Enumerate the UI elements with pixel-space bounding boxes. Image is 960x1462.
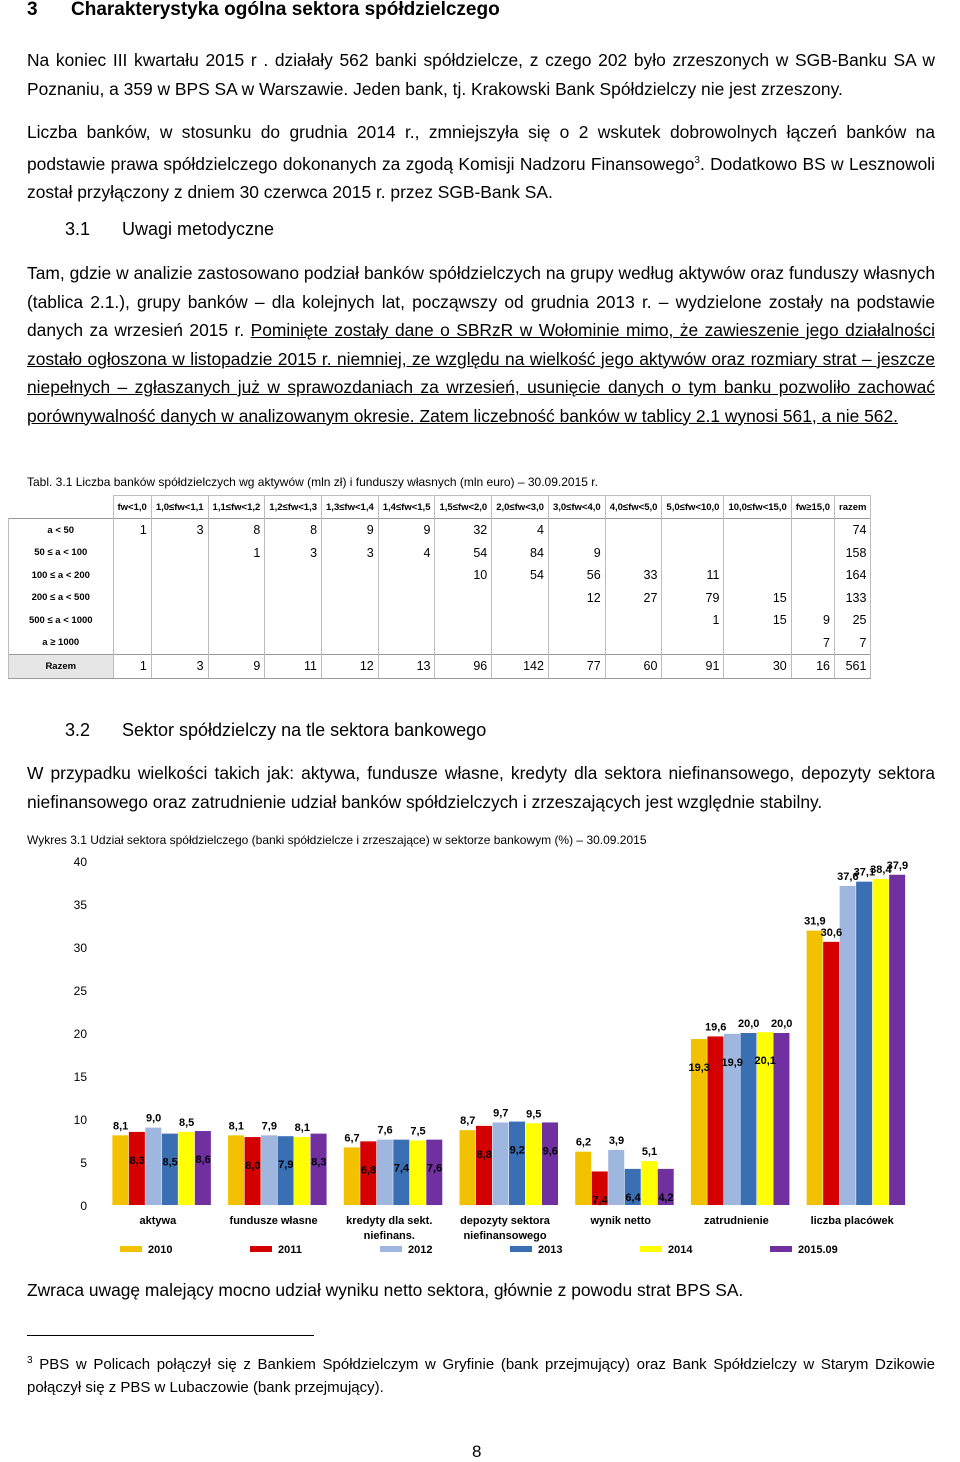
closing-sentence: Zwraca uwagę malejący mocno udział wyniku netto sektora, głównie z powodu strat BPS SA.	[27, 1280, 744, 1300]
table-cell	[208, 564, 265, 587]
table-cell	[113, 609, 151, 632]
data-label: 7,5	[410, 1125, 426, 1138]
table-cell: 561	[835, 655, 871, 679]
y-tick-label: 40	[73, 855, 87, 869]
table-cell	[791, 542, 834, 565]
bar-2014	[526, 1123, 542, 1205]
table-row	[9, 542, 871, 565]
x-category-label: kredyty dla sekt.	[346, 1215, 433, 1227]
table-cell	[208, 632, 265, 655]
data-label: 7,6	[377, 1124, 393, 1137]
x-category-label: aktywa	[139, 1215, 177, 1227]
legend-label: 2010	[148, 1244, 173, 1256]
y-tick-label: 15	[73, 1070, 87, 1084]
legend-swatch-2012	[380, 1246, 402, 1252]
page-number: 8	[472, 1442, 482, 1461]
table-cell: 25	[835, 609, 871, 632]
table-cell	[492, 609, 549, 632]
data-label: 37,9	[886, 859, 909, 872]
y-tick-label: 10	[73, 1113, 87, 1127]
table-cell	[605, 519, 662, 542]
table-cell	[113, 564, 151, 587]
table-cell	[265, 609, 322, 632]
table-cell: 3	[322, 542, 379, 565]
row-label: 100 ≤ a < 200	[9, 564, 114, 587]
data-label: 7,6	[426, 1162, 443, 1175]
table-cell: 1	[208, 542, 265, 565]
y-tick-label: 25	[73, 984, 87, 998]
intro-paragraph-2	[27, 118, 935, 206]
table-cell	[265, 564, 322, 587]
data-label: 9,6	[542, 1145, 558, 1158]
methodology-text: Tam, gdzie w analizie zastosowano podział banków spółdzielczych na grupy według aktywów oraz funduszy własnych (tablica 2.1.), grupy banków – dla kolejnych lat, począwszy od grudnia 2013 r. – wydzielone zostały na podstawie danych za wrzesień 2015 r.	[27, 263, 935, 340]
table-cell: 11	[265, 655, 322, 679]
sector-paragraph: W przypadku wielkości takich jak: aktywa, fundusze własne, kredyty dla sektora niefinansowego, depozyty sektora niefinansowego oraz zatrudnienie udział banków spółdzielczych i zrzeszających jest względnie stabilny.	[27, 763, 935, 812]
legend-label: 2011	[278, 1244, 302, 1256]
table-cell	[791, 519, 834, 542]
data-label: 19,6	[704, 1021, 727, 1034]
methodology-underlined-text: Pominięte zostały dane o SBRzR w Wołominie mimo, że zawieszenie jego działalności zostało ogłoszona w listopadzie 2015 r. niemniej, ze względu na wielkość jego aktywów oraz rozmiary strat – jeszcze niepełnych – zgłaszanych już w sprawozdaniach za wrzesień, usunięcie danych o tym banku pozwoliło zachować porównywalność danych w analizowanym okresie. Zatem liczebność banków w tablicy 2.1 wynosi 561, a nie 562.	[27, 320, 935, 426]
table-header: 1,2≤fw<1,3	[265, 496, 322, 519]
subsection-heading-3-1	[65, 219, 274, 240]
data-label: 8,3	[311, 1156, 327, 1169]
table-header: 1,0≤fw<1,1	[151, 496, 208, 519]
bar-2012	[493, 1122, 509, 1205]
legend-label: 2013	[538, 1244, 563, 1256]
data-label: 8,5	[178, 1116, 195, 1129]
table-cell	[151, 609, 208, 632]
data-label: 7,4	[592, 1194, 608, 1207]
table-row	[9, 564, 871, 587]
data-label: 30,6	[820, 926, 843, 939]
table-cell: 91	[662, 655, 724, 679]
table-cell	[113, 632, 151, 655]
table-row	[9, 519, 871, 542]
table-header: 10,0≤fw<15,0	[724, 496, 791, 519]
legend-swatch-2011	[250, 1246, 272, 1252]
table-cell	[548, 632, 605, 655]
table-cell	[605, 609, 662, 632]
table-cell	[322, 587, 379, 610]
table-cell	[151, 587, 208, 610]
row-label: Razem	[9, 655, 114, 679]
footnote	[27, 1349, 935, 1399]
subsection-title: Sektor spółdzielczy na tle sektora bankowego	[122, 720, 487, 740]
bar-2014	[641, 1161, 657, 1205]
table-cell	[435, 609, 492, 632]
table-cell	[322, 632, 379, 655]
row-label: 500 ≤ a < 1000	[9, 609, 114, 632]
data-label: 6,7	[344, 1132, 360, 1145]
table-cell: 11	[662, 564, 724, 587]
section-number: 3	[27, 0, 38, 20]
section-title: Charakterystyka ogólna sektora spółdzielczego	[71, 0, 500, 20]
data-label: 8,1	[228, 1120, 244, 1133]
data-label: 9,2	[509, 1144, 525, 1157]
legend-label: 2012	[408, 1244, 433, 1256]
table-cell	[322, 564, 379, 587]
table-header: 3,0≤fw<4,0	[548, 496, 605, 519]
table-cell: 9	[208, 655, 265, 679]
table-cell: 142	[492, 655, 549, 679]
table-cell: 54	[492, 564, 549, 587]
table-cell: 1	[113, 655, 151, 679]
table-cell	[548, 519, 605, 542]
intro-text-a: Liczba banków, w stosunku do grudnia 2014 r., zmniejszyła się o 2 wskutek dobrowolnych łączeń banków na podstawie prawa spółdzielczego dokonanych za zgodą Komisji Nadzoru Finansowego	[27, 122, 935, 174]
bar-2014	[178, 1132, 194, 1205]
x-category-label: depozyty sektora	[460, 1215, 550, 1227]
table-cell: 56	[548, 564, 605, 587]
table-cell: 164	[835, 564, 871, 587]
table-cell: 7	[791, 632, 834, 655]
table-cell: 60	[605, 655, 662, 679]
data-label: 31,9	[804, 915, 826, 928]
table-header: 4,0≤fw<5,0	[605, 496, 662, 519]
legend-swatch-2015.09	[770, 1246, 792, 1252]
legend-swatch-2014	[640, 1246, 662, 1252]
table-cell	[265, 587, 322, 610]
data-label: 6,2	[575, 1136, 592, 1149]
x-category-label: wynik netto	[590, 1215, 651, 1227]
table-cell: 3	[151, 655, 208, 679]
table-cell	[724, 519, 791, 542]
table-cell: 1	[662, 609, 724, 632]
data-label: 8,0	[245, 1160, 261, 1173]
data-label: 8,1	[112, 1120, 129, 1133]
section-heading	[27, 0, 500, 21]
table-cell	[208, 609, 265, 632]
bar-2014	[294, 1137, 310, 1205]
table-cell: 79	[662, 587, 724, 610]
banks-table	[8, 495, 871, 679]
table-cell	[151, 542, 208, 565]
bar-2010	[807, 931, 823, 1205]
table-cell: 30	[724, 655, 791, 679]
data-label: 8,8	[476, 1148, 492, 1161]
y-tick-label: 5	[80, 1156, 87, 1170]
data-label: 7,9	[261, 1120, 277, 1133]
table-cell	[492, 632, 549, 655]
table-cell: 96	[435, 655, 492, 679]
table-cell	[605, 632, 662, 655]
bar-2015.09	[889, 875, 905, 1205]
x-category-label: zatrudnienie	[704, 1215, 769, 1227]
data-label: 8,1	[294, 1122, 310, 1135]
table-cell: 15	[724, 609, 791, 632]
table-cell: 9	[548, 542, 605, 565]
table-cell	[662, 632, 724, 655]
table-cell: 12	[548, 587, 605, 610]
table-cell: 9	[378, 519, 435, 542]
table-cell	[378, 632, 435, 655]
x-category-label: fundusze własne	[229, 1215, 318, 1227]
data-label: 8,7	[460, 1115, 476, 1128]
data-label: 38,4	[870, 864, 892, 877]
data-label: 19,3	[688, 1062, 710, 1075]
subsection-heading-3-2	[65, 720, 486, 741]
y-tick-label: 30	[73, 941, 87, 955]
table-cell: 54	[435, 542, 492, 565]
bar-2012	[377, 1140, 393, 1205]
methodology-paragraph	[27, 259, 935, 430]
x-category-label: niefinans.	[363, 1230, 415, 1242]
table-cell	[435, 632, 492, 655]
table-cell	[548, 609, 605, 632]
data-label: 20,0	[737, 1018, 760, 1030]
table-cell: 13	[378, 655, 435, 679]
table-cell: 9	[322, 519, 379, 542]
table-cell: 84	[492, 542, 549, 565]
table-cell: 8	[265, 519, 322, 542]
chart-caption: Wykres 3.1 Udział sektora spółdzielczego (banki spółdzielcze i zrzeszające) w sektorze bankowym (%) – 30.09.2015	[27, 833, 647, 847]
bar-2014	[873, 879, 889, 1205]
legend-swatch-2013	[510, 1246, 532, 1252]
bar-2013	[162, 1134, 178, 1205]
table-corner	[9, 496, 114, 519]
row-label: a < 50	[9, 519, 114, 542]
data-label: 7,9	[278, 1159, 294, 1172]
table-row	[9, 587, 871, 610]
table-cell: 12	[322, 655, 379, 679]
footnote-separator	[27, 1335, 314, 1336]
data-label: 20,0	[770, 1018, 793, 1030]
y-tick-label: 35	[73, 898, 87, 912]
y-tick-label: 20	[73, 1027, 87, 1041]
table-header: 1,1≤fw<1,2	[208, 496, 265, 519]
bar-2014	[410, 1141, 426, 1206]
footnote-number: 3	[27, 1355, 33, 1366]
intro-text-b: . Dodatkowo BS w Lesznowoli został przyłączony z dniem 30 czerwca 2015 r. przez SGB-Bank SA.	[27, 153, 935, 202]
table-cell: 15	[724, 587, 791, 610]
bar-2010	[460, 1130, 476, 1205]
data-label: 8,6	[195, 1154, 211, 1167]
table-cell: 158	[835, 542, 871, 565]
table-cell	[791, 587, 834, 610]
legend-swatch-2010	[120, 1246, 142, 1252]
table-cell	[724, 564, 791, 587]
data-label: 37,1	[853, 866, 876, 879]
table-cell: 8	[208, 519, 265, 542]
bar-2015.09	[542, 1122, 558, 1205]
table-cell: 77	[548, 655, 605, 679]
table-cell: 3	[265, 542, 322, 565]
bar-2010	[575, 1152, 591, 1205]
table-cell: 1	[113, 519, 151, 542]
bar-2015.09	[195, 1131, 211, 1205]
data-label: 4,2	[658, 1191, 674, 1204]
table-cell	[435, 587, 492, 610]
table-cell: 4	[378, 542, 435, 565]
table-cell	[492, 587, 549, 610]
row-label: 50 ≤ a < 100	[9, 542, 114, 565]
table-cell	[662, 542, 724, 565]
data-label: 3,9	[608, 1134, 625, 1147]
share-bar-chart	[0, 845, 960, 1265]
bar-2010	[112, 1135, 128, 1205]
table-cell	[113, 587, 151, 610]
legend-label: 2015.09	[798, 1244, 838, 1256]
table-cell	[605, 542, 662, 565]
table-cell: 10	[435, 564, 492, 587]
bar-2010	[228, 1135, 244, 1205]
bar-2015.09	[311, 1134, 327, 1205]
table-header-row	[9, 496, 871, 519]
legend-label: 2014	[668, 1244, 693, 1256]
table-cell	[151, 564, 208, 587]
data-label: 6,8	[360, 1164, 377, 1177]
table-cell: 4	[492, 519, 549, 542]
table-cell: 9	[791, 609, 834, 632]
x-category-label: niefinansowego	[463, 1230, 547, 1242]
table-row	[9, 609, 871, 632]
bar-2012	[261, 1135, 277, 1205]
data-label: 9,7	[493, 1107, 509, 1120]
y-tick-label: 0	[80, 1199, 87, 1213]
table-cell	[378, 564, 435, 587]
table-header: razem	[835, 496, 871, 519]
table-cell	[208, 587, 265, 610]
data-label: 8,3	[129, 1154, 145, 1167]
table-header: 2,0≤fw<3,0	[492, 496, 549, 519]
table-cell: 33	[605, 564, 662, 587]
bar-2011	[129, 1132, 145, 1205]
data-label: 9,0	[145, 1112, 162, 1125]
bar-2013	[856, 882, 872, 1205]
table-cell: 74	[835, 519, 871, 542]
bar-2012	[145, 1128, 161, 1205]
table-cell: 27	[605, 587, 662, 610]
subsection-number: 3.1	[65, 219, 91, 239]
table-cell	[378, 587, 435, 610]
footnote-reference[interactable]: 3	[694, 154, 700, 166]
table-cell: 32	[435, 519, 492, 542]
table-header: 5,0≤fw<10,0	[662, 496, 724, 519]
table-header: fw<1,0	[113, 496, 151, 519]
table-cell: 7	[835, 632, 871, 655]
table-row	[9, 632, 871, 655]
data-label: 9,5	[526, 1108, 542, 1121]
data-label: 19,9	[721, 1056, 743, 1069]
table-cell	[151, 632, 208, 655]
bar-2011	[823, 942, 839, 1205]
bar-2010	[344, 1147, 360, 1205]
table-header: fw≥15,0	[791, 496, 834, 519]
table-cell	[724, 542, 791, 565]
table-cell	[378, 609, 435, 632]
table-cell: 16	[791, 655, 834, 679]
data-label: 6,4	[625, 1191, 641, 1204]
bar-2013	[509, 1122, 525, 1205]
table-cell	[662, 519, 724, 542]
table-cell	[322, 609, 379, 632]
subsection-number: 3.2	[65, 720, 91, 740]
table-caption: Tabl. 3.1 Liczba banków spółdzielczych wg aktywów (mln zł) i funduszy własnych (mln euro) – 30.09.2015 r.	[27, 475, 598, 489]
row-label: 200 ≤ a < 500	[9, 587, 114, 610]
table-header: 1,5≤fw<2,0	[435, 496, 492, 519]
data-label: 20,1	[754, 1055, 776, 1068]
table-cell	[791, 564, 834, 587]
table-cell	[113, 542, 151, 565]
table-cell: 133	[835, 587, 871, 610]
bar-2011	[476, 1126, 492, 1205]
data-label: 7,4	[393, 1162, 410, 1175]
data-label: 37,6	[837, 870, 859, 883]
data-label: 5,1	[641, 1146, 658, 1159]
table-header: 1,4≤fw<1,5	[378, 496, 435, 519]
table-cell	[265, 632, 322, 655]
footnote-text: PBS w Policach połączył się z Bankiem Spółdzielczym w Gryfinie (bank przejmujący) oraz Bank Spółdzielczy w Starym Dzikowie połączył się z PBS w Lubaczowie (bank przejmujący).	[27, 1356, 935, 1396]
table-cell: 3	[151, 519, 208, 542]
row-label: a ≥ 1000	[9, 632, 114, 655]
bar-2012	[608, 1150, 624, 1205]
data-label: 8,5	[162, 1156, 178, 1169]
table-cell	[724, 632, 791, 655]
table-header: 1,3≤fw<1,4	[322, 496, 379, 519]
subsection-title: Uwagi metodyczne	[122, 219, 275, 239]
intro-paragraph-1: Na koniec III kwartału 2015 r . działały 562 banki spółdzielcze, z czego 202 było zrzeszonych w SGB-Banku SA w Poznaniu, a 359 w BPS SA w Warszawie. Jeden bank, tj. Krakowski Bank Spółdzielczy nie jest zrzeszony.	[27, 50, 935, 99]
table-row	[9, 655, 871, 679]
x-category-label: liczba placówek	[810, 1215, 894, 1227]
